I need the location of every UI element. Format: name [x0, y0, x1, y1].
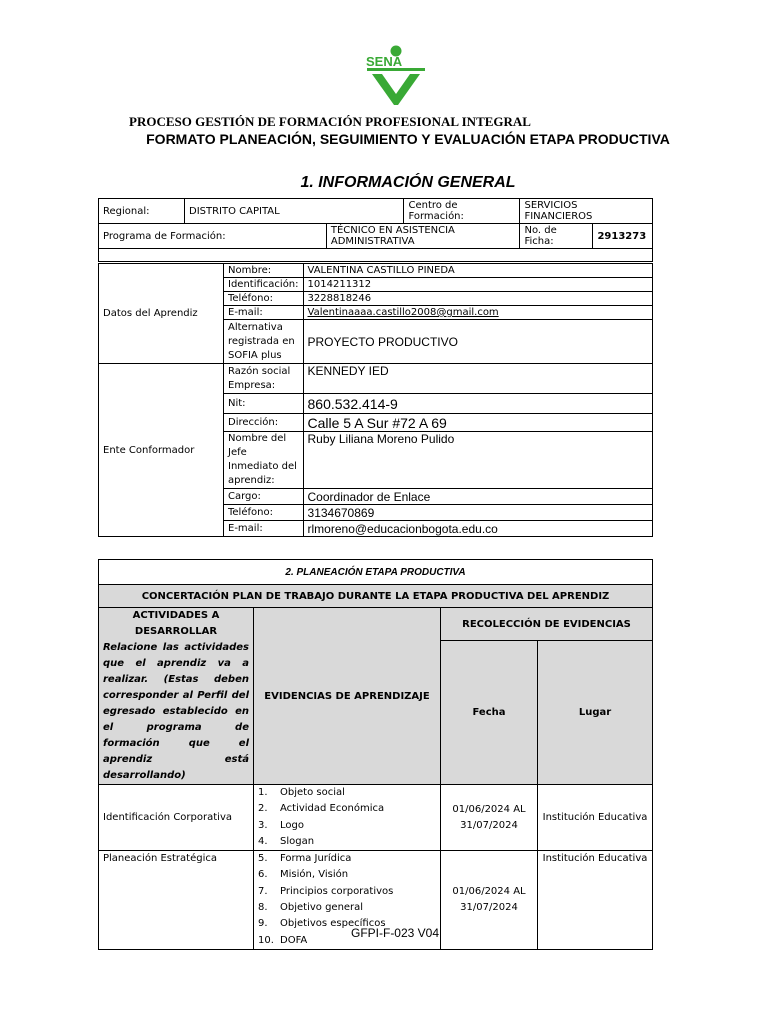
- nombre-value: VALENTINA CASTILLO PINEDA: [303, 264, 652, 278]
- programa-value: TÉCNICO EN ASISTENCIA ADMINISTRATIVA: [326, 224, 520, 249]
- recoleccion-header: RECOLECCIÓN DE EVIDENCIAS: [441, 608, 653, 641]
- evidence-item: 2. Actividad Económica: [258, 803, 385, 815]
- actividades-desc: Relacione las actividades que el aprendiz va a realizar. (Estas deben corresponder al Perfil del egresado establecido en el programa de formación que el aprendiz está desarrollando): [103, 642, 249, 781]
- lugar-header: Lugar: [538, 641, 653, 785]
- alternativa-label: Alternativa registrada en SOFIA plus: [224, 320, 304, 364]
- id-label: Identificación:: [224, 278, 304, 292]
- id-value: 1014211312: [303, 278, 652, 292]
- direccion-value: Calle 5 A Sur #72 A 69: [303, 414, 652, 432]
- regional-value: DISTRITO CAPITAL: [185, 199, 404, 224]
- lugar-cell: Institución Educativa: [538, 785, 653, 851]
- alternativa-value: PROYECTO PRODUCTIVO: [303, 320, 652, 364]
- fecha-cell: [441, 785, 538, 851]
- evidence-item: 5. Forma Jurídica: [258, 853, 352, 865]
- nombre-label: Nombre:: [224, 264, 304, 278]
- jefe-label: Nombre del Jefe Inmediato del aprendiz:: [224, 432, 304, 489]
- fecha-header: Fecha: [441, 641, 538, 785]
- evidence-list: [258, 785, 436, 850]
- evidence-cell: [254, 785, 441, 851]
- email-link[interactable]: Valentinaaaa.castillo2008@gmail.com: [303, 306, 652, 320]
- fecha-end: 31/07/2024: [460, 819, 518, 831]
- activity-cell: Identificación Corporativa: [99, 785, 254, 851]
- direccion-label: Dirección:: [224, 414, 304, 432]
- ente-email-value: rlmoreno@educacionbogota.edu.co: [303, 521, 652, 537]
- tel-label: Teléfono:: [224, 292, 304, 306]
- evidence-item: 8. Objetivo general: [258, 902, 364, 914]
- fecha-end: 31/07/2024: [460, 902, 518, 914]
- evidence-item: 7. Principios corporativos: [258, 885, 394, 897]
- cargo-label: Cargo:: [224, 489, 304, 505]
- aprendiz-ente-table: [98, 263, 653, 537]
- section-2-subtitle: CONCERTACIÓN PLAN DE TRABAJO DURANTE LA ETAPA PRODUCTIVA DEL APRENDIZ: [99, 585, 653, 608]
- nit-label: Nit:: [224, 394, 304, 414]
- footer-code: GFPI-F-023 V04: [350, 926, 440, 940]
- fecha-start: 01/06/2024 AL: [452, 886, 526, 898]
- section-1-title: 1. INFORMACIÓN GENERAL: [300, 174, 516, 191]
- evidence-item: 4. Slogan: [258, 835, 315, 847]
- ente-email-label: E-mail:: [224, 521, 304, 537]
- sena-logo-text: SENA: [366, 54, 403, 69]
- jefe-value: Ruby Liliana Moreno Pulido: [303, 432, 652, 489]
- ente-group-label: Ente Conformador: [99, 364, 224, 537]
- evidence-item: 10. DOFA: [258, 934, 308, 946]
- fecha-start: 01/06/2024 AL: [452, 803, 526, 815]
- evidence-item: 1. Objeto social: [258, 787, 345, 798]
- evidence-item: 6. Misión, Visión: [258, 869, 349, 881]
- planning-table: [98, 559, 653, 950]
- actividades-header: [99, 608, 254, 785]
- activity-cell: Planeación Estratégica: [99, 851, 254, 950]
- actividades-title: ACTIVIDADES A DESARROLLAR: [132, 610, 220, 637]
- cargo-value: Coordinador de Enlace: [303, 489, 652, 505]
- general-info-table: [98, 198, 653, 262]
- ficha-label: No. de Ficha:: [520, 224, 593, 249]
- centro-value: SERVICIOS FINANCIEROS: [520, 199, 653, 224]
- spacer-row: [99, 249, 653, 262]
- centro-label: Centro de Formación:: [404, 199, 520, 224]
- evidence-item: 9. Objetivos específicos: [258, 918, 386, 930]
- lugar-cell: Institución Educativa: [538, 851, 653, 950]
- razon-label: Razón social Empresa:: [224, 364, 304, 394]
- regional-label: Regional:: [99, 199, 185, 224]
- tel-value: 3228818246: [303, 292, 652, 306]
- sena-logo: [362, 44, 428, 106]
- aprendiz-group-label: Datos del Aprendiz: [99, 264, 224, 364]
- ficha-value: 2913273: [593, 224, 653, 249]
- section-2-title: 2. PLANEACIÓN ETAPA PRODUCTIVA: [99, 560, 653, 585]
- nit-value: 860.532.414-9: [303, 394, 652, 414]
- email-label: E-mail:: [224, 306, 304, 320]
- programa-label: Programa de Formación:: [99, 224, 327, 249]
- evidence-item: 3. Logo: [258, 819, 304, 831]
- ente-tel-value: 3134670869: [303, 505, 652, 521]
- ente-tel-label: Teléfono:: [224, 505, 304, 521]
- razon-value: KENNEDY IED: [303, 364, 652, 394]
- evidencias-header: EVIDENCIAS DE APRENDIZAJE: [254, 608, 441, 785]
- format-title: FORMATO PLANEACIÓN, SEGUIMIENTO Y EVALUACIÓN ETAPA PRODUCTIVA: [146, 131, 670, 147]
- process-title: PROCESO GESTIÓN DE FORMACIÓN PROFESIONAL INTEGRAL: [129, 114, 531, 129]
